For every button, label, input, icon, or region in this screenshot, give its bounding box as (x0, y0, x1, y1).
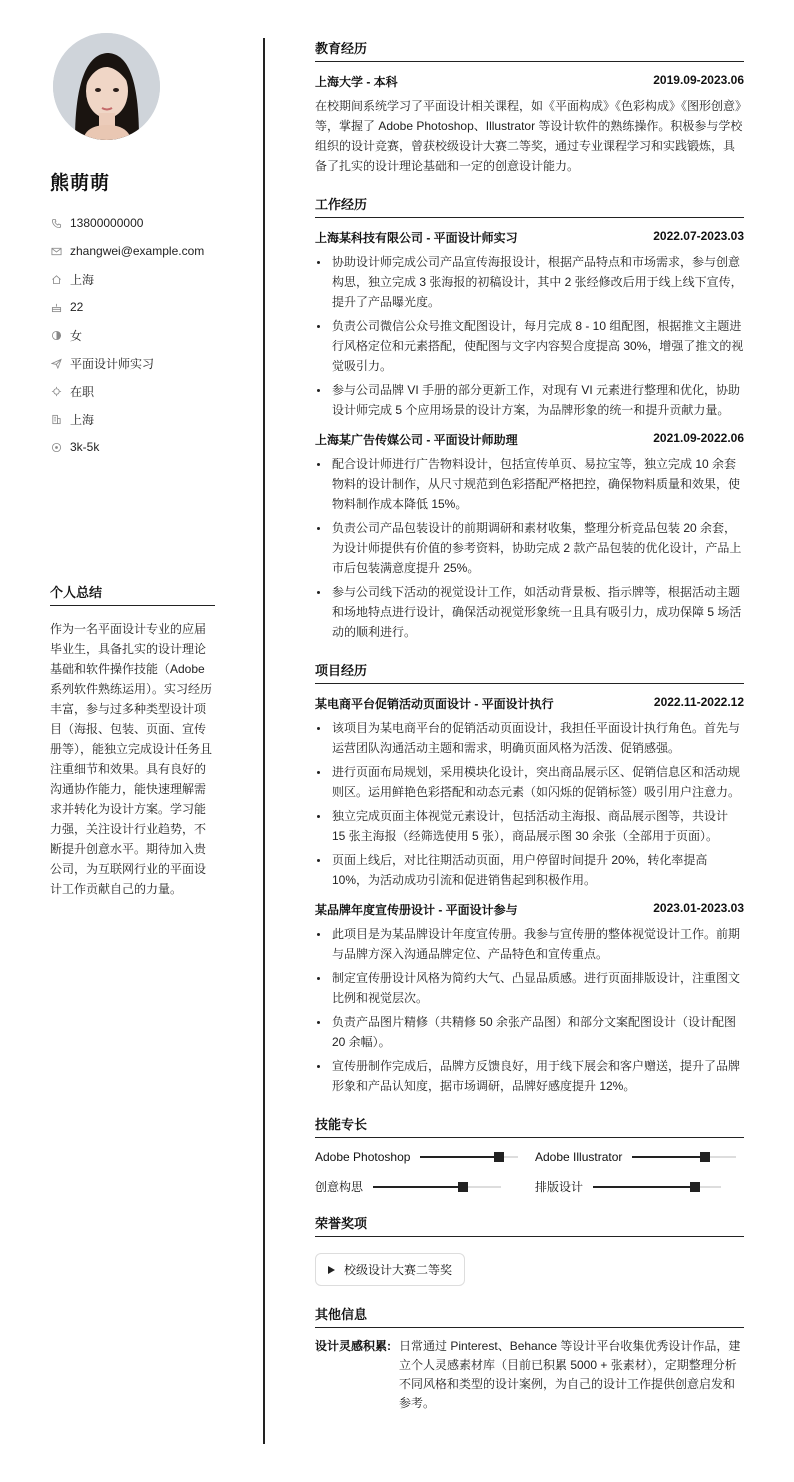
list-item: 参与公司线下活动的视觉设计工作，如活动背景板、指示牌等，根据活动主题和场地特点进行设计，确保活动视觉形象统一且具有吸引力，成功保障 5 场活动的顺利进行。 (315, 582, 744, 642)
education-period: 2019.09-2023.06 (653, 73, 744, 87)
info-status (50, 377, 215, 405)
skill-item (315, 1178, 535, 1195)
candidate-name: 熊萌萌 (50, 173, 111, 194)
work-company: 上海某科技有限公司 - 平面设计师实习 (315, 231, 518, 245)
skills-title: 技能专长 (315, 1114, 744, 1138)
info-phone (50, 209, 215, 237)
info-gender (50, 321, 215, 349)
awards-section (315, 1213, 744, 1286)
skills-grid (315, 1150, 744, 1195)
education-desc: 在校期间系统学习了平面设计相关课程，如《平面构成》《色彩构成》《图形创意》等，掌握了 Adobe Photoshop、Illustrator 等设计软件的熟练操作。积极参与学校组织的设计竞赛，曾获校级设计大赛二等奖，通过专业课程学习和实践锻炼，具备了扎实的设计理论基础和一定的创意设计能力。 (315, 99, 743, 173)
other-label: 设计灵感积累: (315, 1339, 391, 1353)
work-item-head (315, 229, 744, 246)
skill-name: 创意构思 (315, 1180, 364, 1194)
skill-item (315, 1150, 535, 1164)
work-bullets (315, 252, 744, 420)
work-period: 2022.07-2023.03 (653, 229, 744, 243)
award-toggle[interactable] (315, 1253, 465, 1286)
project-bullets (315, 718, 744, 890)
work-bullets (315, 454, 744, 642)
summary-title: 个人总结 (50, 582, 215, 606)
work-title: 工作经历 (315, 194, 744, 218)
work-item-head (315, 431, 744, 448)
project-item-head (315, 695, 744, 712)
list-item: 此项目是为某品牌设计年度宣传册。我参与宣传册的整体视觉设计工作。前期与品牌方深入沟通品牌定位、产品特色和宣传重点。 (315, 924, 744, 964)
location-text: 上海 (70, 412, 95, 427)
list-item: 宣传册制作完成后，品牌方反馈良好，用于线下展会和客户赠送，提升了品牌形象和产品认知度，据市场调研，品牌好感度提升 12%。 (315, 1056, 744, 1096)
home-icon (50, 273, 62, 285)
list-item: 独立完成页面主体视觉元素设计，包括活动主海报、商品展示图等，共设计 15 张主海报（经筛选使用 5 张），商品展示图 30 余张（全部用于页面）。 (315, 806, 744, 846)
salary-text: 3k-5k (70, 440, 100, 454)
list-item: 页面上线后，对比往期活动页面，用户停留时间提升 20%，转化率提高 10%，为活动成功引流和促进销售起到积极作用。 (315, 850, 744, 890)
other-info-row (315, 1337, 744, 1413)
project-name: 某品牌年度宣传册设计 - 平面设计参与 (315, 903, 518, 917)
education-head (315, 73, 744, 90)
avatar-portrait-icon (53, 33, 160, 140)
skill-level-bar (632, 1151, 736, 1163)
skill-name: Adobe Illustrator (535, 1150, 623, 1164)
avatar (53, 33, 160, 140)
work-company: 上海某广告传媒公司 - 平面设计师助理 (315, 433, 518, 447)
info-location (50, 405, 215, 433)
list-item: 负责公司产品包装设计的前期调研和素材收集，整理分析竞品包装 20 余套，为设计师提供有价值的参考资料，协助完成 2 款产品包装的优化设计，产品上市后包装满意度提升 25%。 (315, 518, 744, 578)
awards-title: 荣誉奖项 (315, 1213, 744, 1237)
salary-icon (50, 441, 62, 453)
education-title: 教育经历 (315, 38, 744, 62)
skill-item (535, 1178, 744, 1195)
project-period: 2022.11-2022.12 (653, 695, 744, 709)
skill-name: 排版设计 (535, 1180, 584, 1194)
projects-section (315, 660, 744, 1096)
list-item: 制定宣传册设计风格为简约大气、凸显品质感。进行页面排版设计，注重图文比例和视觉层次。 (315, 968, 744, 1008)
list-item: 负责公司微信公众号推文配图设计，每月完成 8 - 10 组配图，根据推文主题进行风格定位和元素搭配，使配图与文字内容契合度提高 30%，增强了推文的视觉吸引力。 (315, 316, 744, 376)
left-column (50, 33, 215, 899)
list-item: 该项目为某电商平台的促销活动页面设计，我担任平面设计执行角色。首先与运营团队沟通活动主题和需求，明确页面风格为活泼、促销感强。 (315, 718, 744, 758)
project-name: 某电商平台促销活动页面设计 - 平面设计执行 (315, 697, 554, 711)
status-text: 在职 (70, 384, 95, 399)
position-text: 平面设计师实习 (70, 356, 155, 371)
other-section (315, 1304, 744, 1413)
skill-level-bar (420, 1151, 518, 1163)
list-item: 负责产品图片精修（共精修 50 余张产品图）和部分文案配图设计（设计配图 20 余幅）。 (315, 1012, 744, 1052)
mail-icon (50, 245, 62, 257)
email-text: zhangwei@example.com (70, 244, 205, 258)
status-icon (50, 385, 62, 397)
info-city (50, 265, 215, 293)
list-item: 协助设计师完成公司产品宣传海报设计，根据产品特点和市场需求，参与创意构思，独立完成 3 张海报的初稿设计，其中 2 张经修改后用于线上线下宣传，提升了产品曝光度。 (315, 252, 744, 312)
contact-info-list (50, 209, 215, 461)
skills-section (315, 1114, 744, 1195)
info-email (50, 237, 215, 265)
skill-level-bar (373, 1181, 501, 1193)
send-icon (50, 357, 62, 369)
info-age (50, 293, 215, 321)
list-item: 配合设计师进行广告物料设计，包括宣传单页、易拉宝等，独立完成 10 余套物料的设计制作，从尺寸规范到色彩搭配严格把控，确保物料质量和效果，使物料制作成本降低 15%。 (315, 454, 744, 514)
education-section (315, 38, 744, 176)
list-item: 进行页面布局规划，采用模块化设计，突出商品展示区、促销信息区和活动规则区。运用鲜艳色彩搭配和动态元素（如闪烁的促销标签）吸引用户注意力。 (315, 762, 744, 802)
city-text: 上海 (70, 272, 95, 287)
info-salary (50, 433, 215, 461)
project-item-head (315, 901, 744, 918)
age-text: 22 (70, 300, 84, 314)
play-triangle-icon (328, 1266, 335, 1274)
work-period: 2021.09-2022.06 (653, 431, 744, 445)
cake-icon (50, 301, 62, 313)
award-label: 校级设计大赛二等奖 (344, 1263, 453, 1277)
projects-title: 项目经历 (315, 660, 744, 684)
other-title: 其他信息 (315, 1304, 744, 1328)
column-divider (263, 38, 265, 1444)
gender-text: 女 (70, 328, 83, 343)
school-name: 上海大学 - 本科 (315, 75, 398, 89)
work-section (315, 194, 744, 642)
gender-icon (50, 329, 62, 341)
skill-level-bar (593, 1181, 721, 1193)
skill-item (535, 1150, 744, 1164)
other-text: 日常通过 Pinterest、Behance 等设计平台收集优秀设计作品，建立个人灵感素材库（目前已积累 5000 + 张素材），定期整理分析不同风格和类型的设计案例，为自己的设计工作提供创意启发和参考。 (399, 1339, 741, 1410)
phone-icon (50, 217, 62, 229)
building-icon (50, 413, 62, 425)
info-position (50, 349, 215, 377)
summary-text: 作为一名平面设计专业的应届毕业生，具备扎实的设计理论基础和软件操作技能（Adobe系列软件熟练运用）。实习经历丰富，参与过多种类型设计项目（海报、包装、页面、宣传册等），能独立完成设计任务且注重细节和效果。具有良好的沟通协作能力，能快速理解需求并转化为设计方案。学习能力强，关注设计行业趋势，不断提升创意水平。期待加入贵公司，为互联网行业的平面设计工作贡献自己的力量。 (50, 622, 213, 896)
project-period: 2023.01-2023.03 (653, 901, 744, 915)
phone-text: 13800000000 (70, 216, 144, 230)
right-column (315, 38, 744, 1431)
project-bullets (315, 924, 744, 1096)
skill-name: Adobe Photoshop (315, 1150, 411, 1164)
list-item: 参与公司品牌 VI 手册的部分更新工作，对现有 VI 元素进行整理和优化，协助设计师完成 5 个应用场景的设计方案，为品牌形象的统一和提升贡献力量。 (315, 380, 744, 420)
